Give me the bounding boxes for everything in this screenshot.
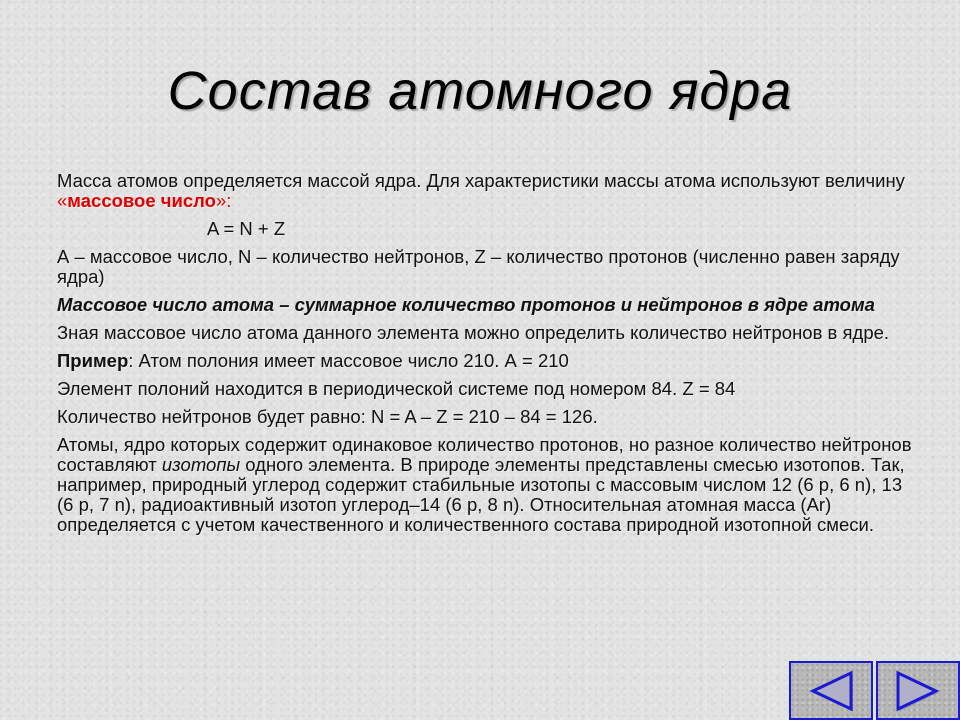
isotopes-term: изотопы xyxy=(161,454,241,475)
quote-open: « xyxy=(57,190,68,211)
formula: A = N + Z xyxy=(207,218,286,239)
definition: Массовое число атома – суммарное количество протонов и нейтронов в ядре атома xyxy=(57,294,875,315)
slide-title: Состав атомного ядра xyxy=(167,61,793,121)
quote-close: »: xyxy=(215,190,232,211)
mass-number-term xyxy=(57,190,231,211)
example-label: Пример xyxy=(57,350,129,371)
paragraph-example xyxy=(57,351,917,371)
slide-body xyxy=(57,171,917,543)
paragraph-isotopes xyxy=(57,435,917,535)
example-text: : Атом полония имеет массовое число 210. А = 210 xyxy=(128,350,569,371)
paragraph-legend: А – массовое число, N – количество нейтронов, Z – количество протонов (численно равен заряду ядра) xyxy=(57,246,900,287)
next-slide-button[interactable] xyxy=(876,661,960,720)
paragraph-mass xyxy=(57,171,917,211)
isotopes-text-1: Атомы, ядро которых содержит одинаковое количество протонов, но разное количество нейтронов составляют xyxy=(57,434,912,475)
isotopes-text-2: одного элемента. В природе элементы представлены смесью изотопов. Так, например, природный углерод содержит стабильные изотопы с массовым числом 12 (6 p, 6 n), 13 (6 p, 7 n), радиоактивный изотоп углерод–14 (6 p, 8 n). Относительная атомная масса (Ar) определяется с учетом качественного и количественного состава природной изотопной смеси. xyxy=(57,454,905,535)
triangle-right-icon xyxy=(894,669,942,713)
navigation-buttons xyxy=(789,661,960,720)
previous-slide-button[interactable] xyxy=(789,661,873,720)
paragraph-polonium: Элемент полоний находится в периодической системе под номером 84. Z = 84 xyxy=(57,378,736,399)
paragraph-calculation: Количество нейтронов будет равно: N = A – Z = 210 – 84 = 126. xyxy=(57,406,598,427)
triangle-left-icon xyxy=(807,669,855,713)
mass-number-term-bold: массовое число xyxy=(67,190,216,211)
paragraph-mass-text: Масса атомов определяется массой ядра. Для характеристики массы атома используют величину xyxy=(57,170,905,191)
paragraph-neutrons: Зная массовое число атома данного элемента можно определить количество нейтронов в ядре. xyxy=(57,322,890,343)
